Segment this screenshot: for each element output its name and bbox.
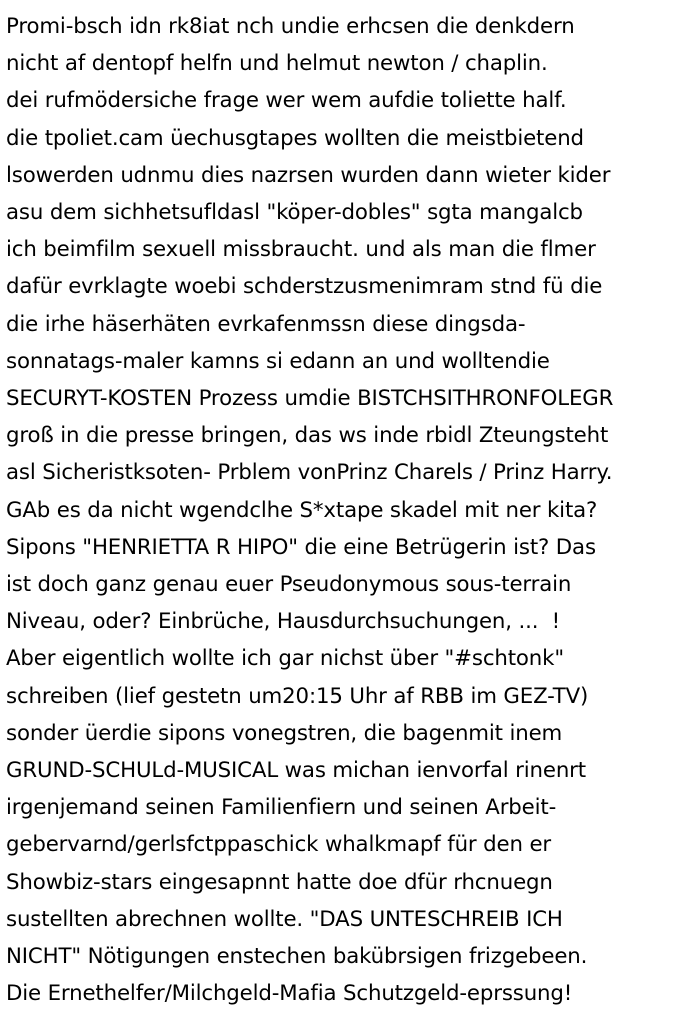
text-line: schreiben (lief gestetn um20:15 Uhr af RBB im GEZ-TV) — [6, 683, 589, 709]
text-line: irgenjemand seinen Familienfiern und seinen Arbeit- — [6, 795, 557, 821]
text-line: Sipons "HENRIETTA R HIPO" die eine Betrügerin ist? Das — [6, 534, 596, 560]
text-line: Die Ernethelfer/Milchgeld-Mafia Schutzgeld-eprssung! — [6, 981, 573, 1007]
text-line: dei rufmödersiche frage wer wem aufdie toliette half. — [6, 88, 567, 114]
text-line: lsowerden udnmu dies nazrsen wurden dann wieter kider — [6, 162, 611, 188]
text-line: ich beimfilm sexuell missbraucht. und als man die flmer — [6, 237, 596, 263]
text-line: nicht af dentopf helfn und helmut newton / chaplin. — [6, 51, 548, 77]
text-line: Niveau, oder? Einbrüche, Hausdurchsuchungen, ... ! — [6, 609, 560, 635]
text-line: GAb es da nicht wgendclhe S*xtape skadel mit ner kita? — [6, 497, 598, 523]
text-line: GRUND-SCHULd-MUSICAL was michan ienvorfal rinenrt — [6, 758, 586, 784]
text-line: Aber eigentlich wollte ich gar nichst über "#schtonk" — [6, 646, 564, 672]
text-line: asl Sicheristksoten- Prblem vonPrinz Charels / Prinz Harry. — [6, 460, 613, 486]
text-line: SECURYT-KOSTEN Prozess umdie BISTCHSITHRONFOLEGR — [6, 386, 614, 412]
text-line: sustellten abrechnen wollte. "DAS UNTESCHREIB ICH — [6, 906, 563, 932]
text-line: sonder üerdie sipons vonegstren, die bagenmit inem — [6, 720, 563, 746]
text-line: asu dem sichhetsufldasl "köper-dobles" sgta mangalcb — [6, 200, 583, 226]
text-line: groß in die presse bringen, das ws inde rbidl Zteungsteht — [6, 423, 609, 449]
text-line: dafür evrklagte woebi schderstzusmenimram stnd fü die — [6, 274, 603, 300]
text-line: Promi-bsch idn rk8iat nch undie erhcsen die denkdern — [6, 14, 575, 39]
text-line: die tpoliet.cam üechusgtapes wollten die meistbietend — [6, 125, 584, 151]
text-line: ist doch ganz genau euer Pseudonymous sous-terrain — [6, 572, 572, 598]
text-line: NICHT" Nötigungen enstechen bakübrsigen frizgebeen. — [6, 944, 588, 970]
text-line: die irhe häserhäten evrkafenmssn diese dingsda- — [6, 311, 526, 337]
text-line: sonnatags-maler kamns si edann an und wolltendie — [6, 348, 550, 374]
text-line: gebervarnd/gerlsfctppaschick whalkmapf für den er — [6, 832, 552, 858]
text-line: Showbiz-stars eingesapnnt hatte doe dfür rhcnuegn — [6, 869, 553, 895]
